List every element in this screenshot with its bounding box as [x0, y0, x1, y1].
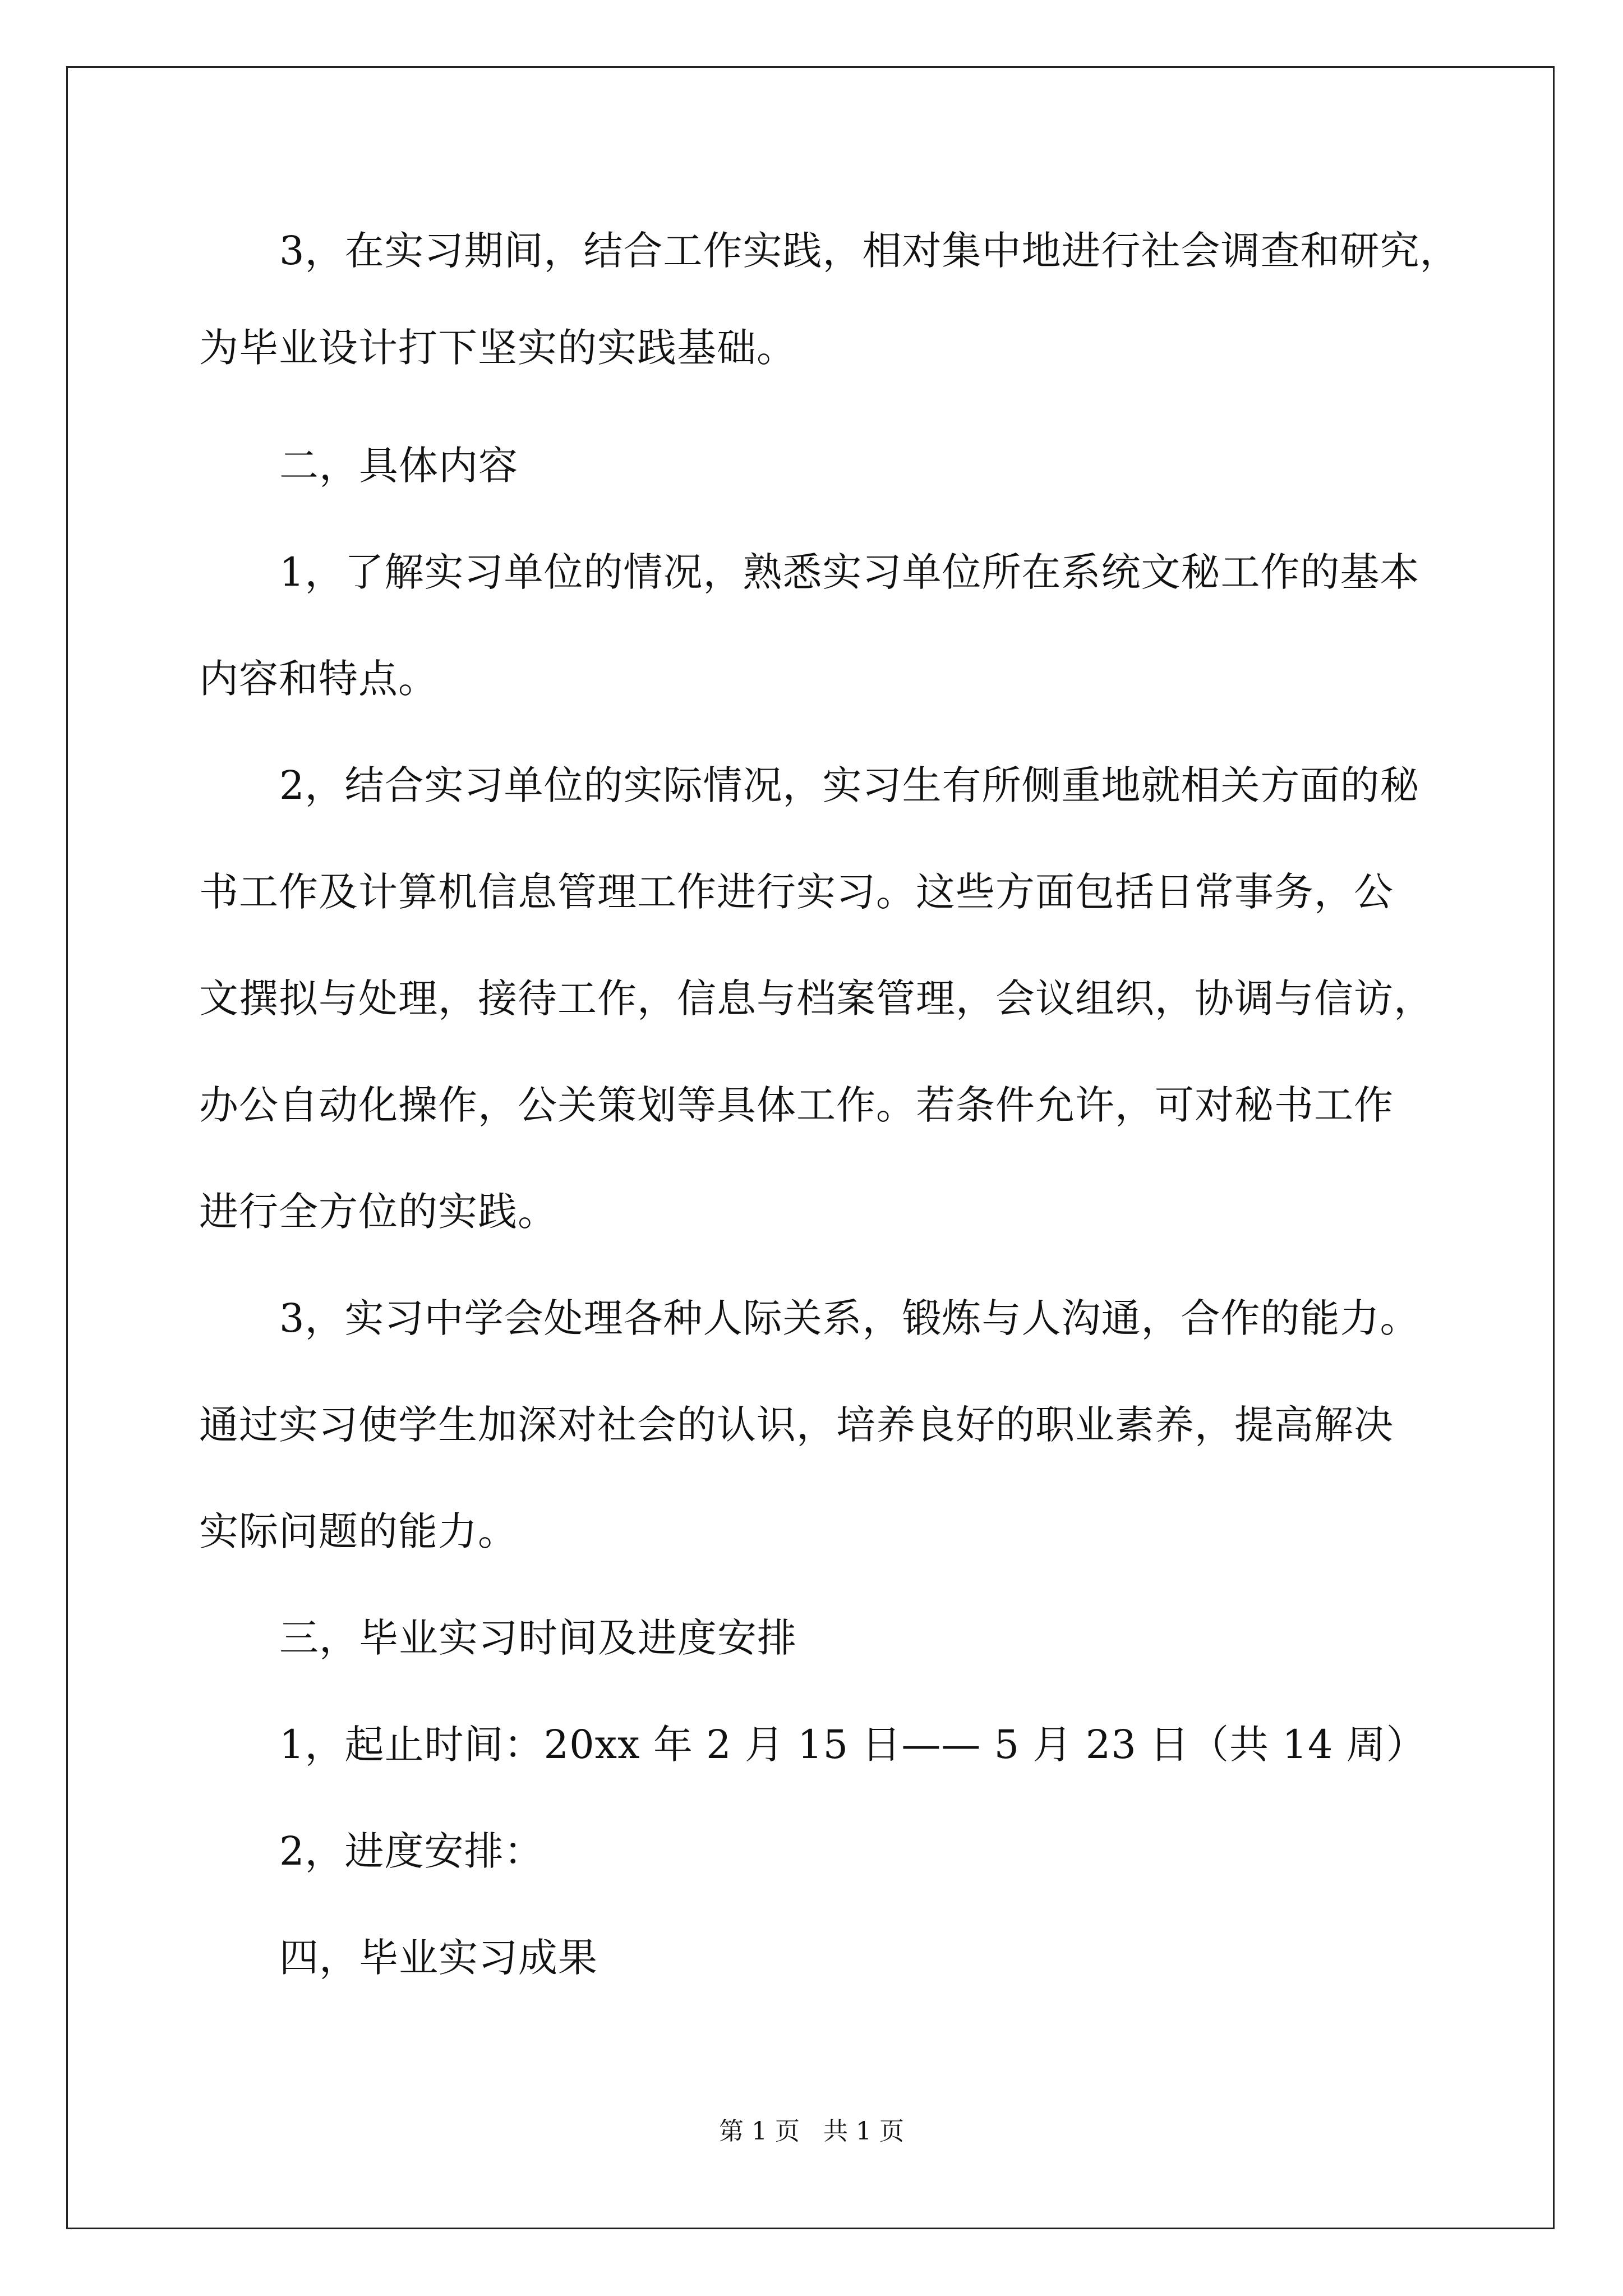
paragraph-line: 通过实习使学生加深对社会的认识，培养良好的职业素养，提高解决	[199, 1402, 1394, 1448]
page-border	[66, 66, 1555, 2229]
paragraph-line: 书工作及计算机信息管理工作进行实习。这些方面包括日常事务，公	[199, 869, 1394, 915]
paragraph-line: 为毕业设计打下坚实的实践基础。	[199, 325, 796, 371]
paragraph-line: 1，起止时间：20xx 年 2 月 15 日—— 5 月 23 日（共 14 周）	[279, 1722, 1426, 1768]
paragraph-line: 3，在实习期间，结合工作实践，相对集中地进行社会调查和研究，	[279, 228, 1460, 274]
paragraph-line: 实际问题的能力。	[199, 1508, 518, 1554]
paragraph-line: 3，实习中学会处理各种人际关系，锻炼与人沟通，合作的能力。	[279, 1295, 1420, 1341]
paragraph-line: 内容和特点。	[199, 656, 438, 702]
paragraph-line: 2，结合实习单位的实际情况，实习生有所侧重地就相关方面的秘	[279, 762, 1420, 808]
paragraph-line: 进行全方位的实践。	[199, 1189, 557, 1235]
section-heading: 四，毕业实习成果	[279, 1935, 598, 1981]
paragraph-line: 办公自动化操作，公关策划等具体工作。若条件允许，可对秘书工作	[199, 1082, 1394, 1128]
section-heading: 二，具体内容	[279, 443, 518, 489]
section-heading: 三，毕业实习时间及进度安排	[279, 1615, 797, 1661]
page-footer: 第 1 页 共 1 页	[719, 2117, 904, 2146]
paragraph-line: 1，了解实习单位的情况，熟悉实习单位所在系统文秘工作的基本	[279, 549, 1420, 595]
paragraph-line: 文撰拟与处理，接待工作，信息与档案管理，会议组织，协调与信访，	[199, 976, 1433, 1022]
paragraph-line: 2，进度安排：	[279, 1828, 544, 1874]
